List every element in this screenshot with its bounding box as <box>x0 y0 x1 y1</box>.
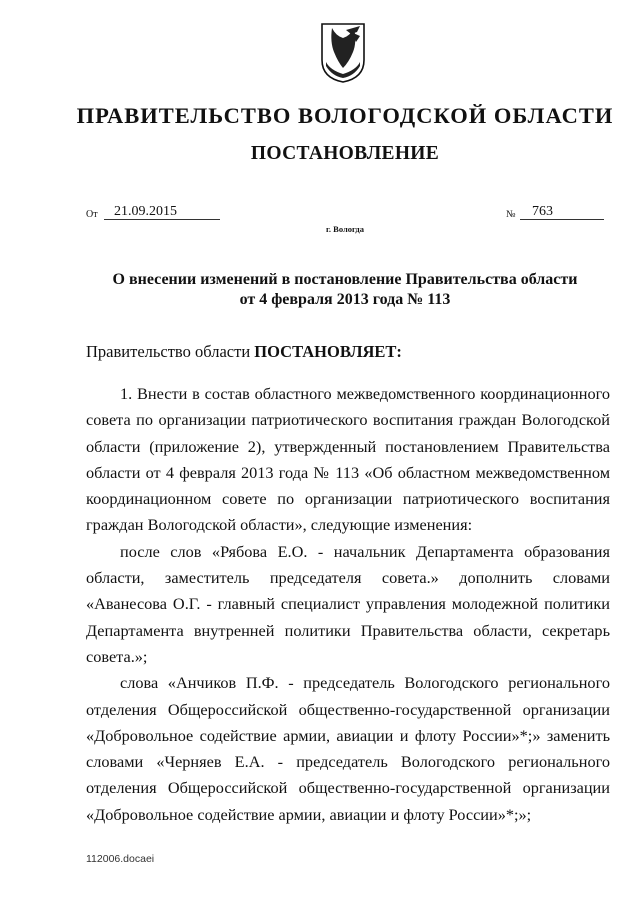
document-subject <box>0 270 640 310</box>
document-body <box>86 381 610 828</box>
document-type: ПОСТАНОВЛЕНИЕ <box>250 143 440 164</box>
subject-line-1: О внесении изменений в постановление Правительства области <box>112 271 578 288</box>
paragraph-2: после слов «Рябова Е.О. - начальник Департамента образования области, заместитель председателя совета.» дополнить словами «Аванесова О.Г. - главный специалист управления молодежной политики Департамента внутренней политики Правительства области, секретарь совета.»; <box>86 541 610 666</box>
number-label: № <box>506 209 516 220</box>
date-label: От <box>86 209 98 220</box>
document-date: 21.09.2015 <box>104 203 220 220</box>
decree-word: ПОСТАНОВЛЯЕТ: <box>254 342 402 361</box>
emblem <box>320 22 366 84</box>
file-code: 112006.docaei <box>86 853 155 865</box>
document-number: 763 <box>520 203 604 220</box>
subject-line-2: от 4 февраля 2013 года № 113 <box>239 291 451 308</box>
city-name: г. Вологда <box>326 224 364 234</box>
intro-prefix: Правительство области <box>86 342 255 361</box>
vologda-coat-of-arms-icon <box>320 22 366 84</box>
government-title: ПРАВИТЕЛЬСТВО ВОЛОГОДСКОЙ ОБЛАСТИ <box>76 103 614 128</box>
decree-intro <box>86 342 402 362</box>
paragraph-3: слова «Анчиков П.Ф. - председатель Вологодского регионального отделения Общероссийской общественно-государственной организации «Добровольное содействие армии, авиации и флоту России»*;» заменить словами «Черняев Е.А. - председатель Вологодского регионального отделения Общероссийской общественно-государственной организации «Добровольное содействие армии, авиации и флоту России»*;»; <box>86 673 610 824</box>
paragraph-1: 1. Внести в состав областного межведомственного координационного совета по организации патриотического воспитания граждан Вологодской области (приложение 2), утвержденный постановлением Правительства области от 4 февраля 2013 года № 113 «Об областном межведомственном координационном совете по организации патриотического воспитания граждан Вологодской области», следующие изменения: <box>86 384 610 535</box>
